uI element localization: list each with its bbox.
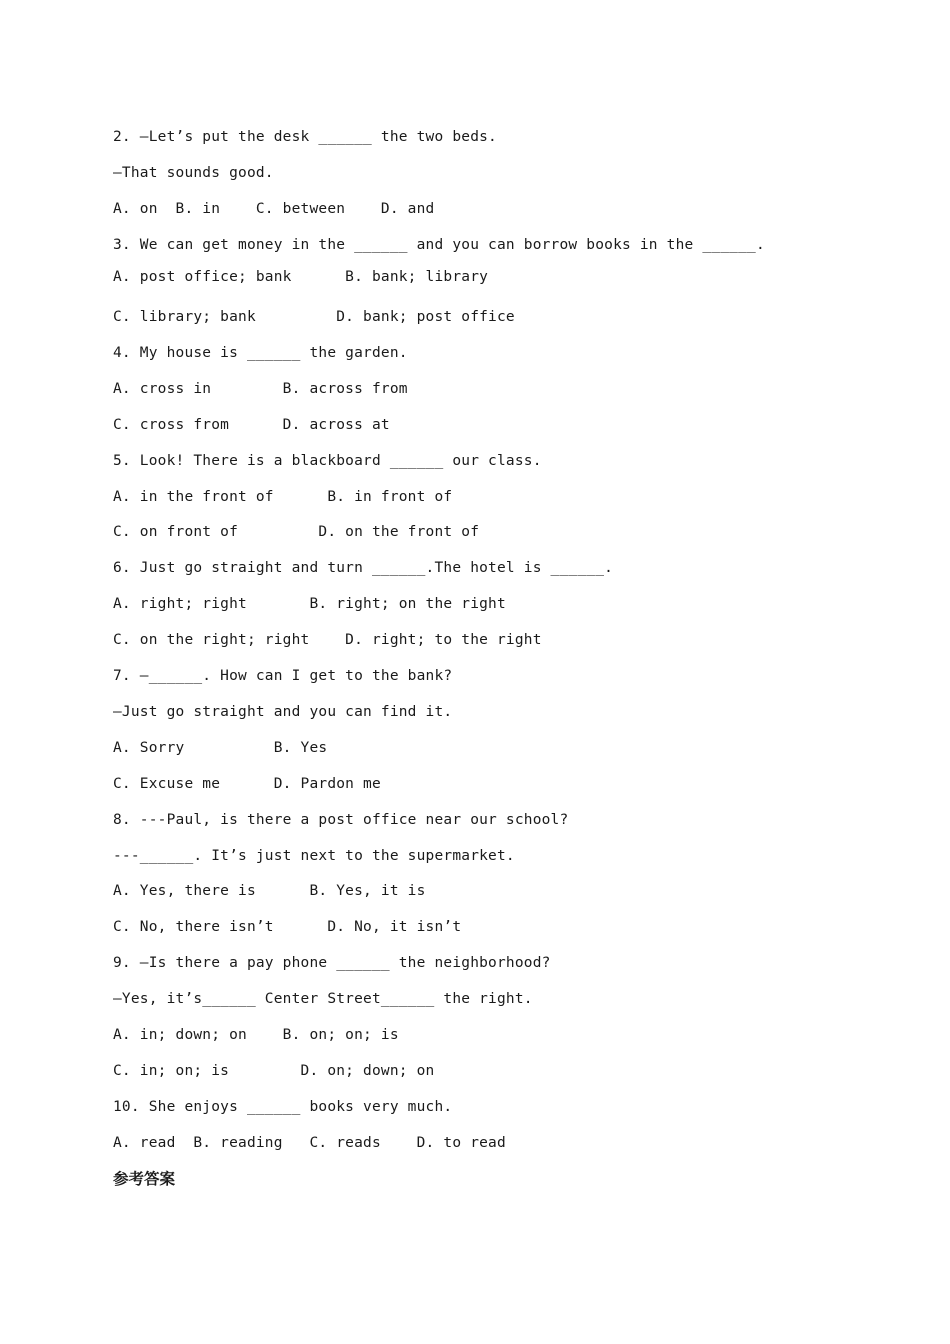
question-8-options-cd: C. No, there isn’t D. No, it isn’t — [113, 919, 462, 935]
question-5-options-cd: C. on front of D. on the front of — [113, 524, 480, 540]
question-2-options: A. on B. in C. between D. and — [113, 201, 435, 217]
question-8-response: ---______. It’s just next to the supermarket. — [113, 848, 515, 864]
question-4-options-cd: C. cross from D. across at — [113, 417, 390, 433]
question-4-stem: 4. My house is ______ the garden. — [113, 345, 408, 361]
question-5-stem: 5. Look! There is a blackboard ______ our class. — [113, 453, 542, 469]
question-7-stem: 7. —______. How can I get to the bank? — [113, 668, 453, 684]
question-10-options: A. read B. reading C. reads D. to read — [113, 1135, 506, 1151]
question-6-options-cd: C. on the right; right D. right; to the right — [113, 632, 542, 648]
question-8-options-ab: A. Yes, there is B. Yes, it is — [113, 883, 426, 899]
question-5-options-ab: A. in the front of B. in front of — [113, 489, 453, 505]
question-6-stem: 6. Just go straight and turn ______.The hotel is ______. — [113, 560, 614, 576]
question-10-stem: 10. She enjoys ______ books very much. — [113, 1099, 453, 1115]
question-9-options-cd: C. in; on; is D. on; down; on — [113, 1063, 435, 1079]
question-6-options-ab: A. right; right B. right; on the right — [113, 596, 506, 612]
question-7-response: —Just go straight and you can find it. — [113, 704, 453, 720]
question-7-options-cd: C. Excuse me D. Pardon me — [113, 776, 381, 792]
question-3-options-cd: C. library; bank D. bank; post office — [113, 309, 515, 325]
question-3-options-ab: A. post office; bank B. bank; library — [113, 269, 489, 285]
question-8-stem: 8. ---Paul, is there a post office near our school? — [113, 812, 569, 828]
answer-key-heading: 参考答案 — [113, 1170, 176, 1188]
question-9-stem: 9. —Is there a pay phone ______ the neighborhood? — [113, 955, 551, 971]
question-7-options-ab: A. Sorry B. Yes — [113, 740, 328, 756]
question-4-options-ab: A. cross in B. across from — [113, 381, 408, 397]
question-9-response: —Yes, it’s______ Center Street______ the right. — [113, 991, 533, 1007]
question-3-stem: 3. We can get money in the ______ and you can borrow books in the ______. — [113, 237, 765, 253]
question-2-response: —That sounds good. — [113, 165, 274, 181]
question-9-options-ab: A. in; down; on B. on; on; is — [113, 1027, 399, 1043]
question-2-stem: 2. —Let’s put the desk ______ the two beds. — [113, 129, 497, 145]
